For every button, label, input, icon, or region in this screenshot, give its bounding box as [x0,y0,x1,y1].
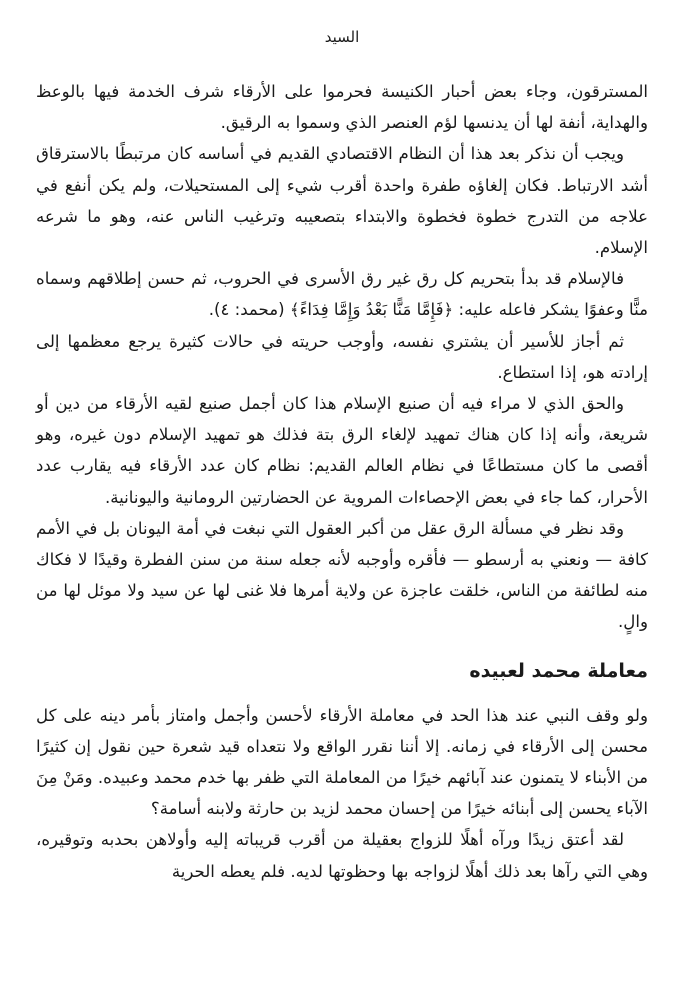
paragraph: وقد نظر في مسألة الرق عقل من أكبر العقول التي نبغت في أمة اليونان بل في الأمم كافة — ونعني به أرسطو — فأقره وأوجبه لأنه جعله سنة من سنن الفطرة وقيدًا لا فكاك منه لطائفة من الناس، خلقت عاجزة عن ولاية أمرها فلا غنى لها عن سيد ولا موئل لها من والٍ. [36,518,648,632]
paragraph: والحق الذي لا مراء فيه أن صنيع الإسلام هذا كان أجمل صنيع لقيه الأرقاء من دين أو شريعة، وأنه إذا كان هناك تمهيد لإلغاء الرق بتة فذلك هو تمهيد الإسلام دون غيره، وهو أقصى ما كان مستطاعًا في نظام العالم القديم: نظام كان عدد الأرقاء فيه يقارب عدد الأحرار، كما جاء في بعض الإحصاءات المروية عن الحضارتين الرومانية واليونانية. [36,394,648,507]
section-heading: معاملة محمد لعبيده [469,659,648,682]
body-text [36,76,648,887]
paragraph: ولو وقف النبي عند هذا الحد في معاملة الأرقاء لأحسن وأجمل وامتاز بأمر دينه على كل محسن إلى الأرقاء في زمانه. إلا أننا نقرر الواقع ولا نتعداه قيد شعرة حين نقول إن كثيرًا من الأبناء لا يتمنون عند آبائهم خيرًا من المعاملة التي ظفر بها خدم محمد وعبيده. ومَنْ مِنَ الآباء يحسن إلى أبنائه خيرًا من إحسان محمد لزيد بن حارثة ولابنه أسامة؟ [36,705,648,819]
paragraph: ويجب أن نذكر بعد هذا أن النظام الاقتصادي القديم في أساسه كان مرتبطًا بالاسترقاق أشد الارتباط. فكان إلغاؤه طفرة واحدة أقرب شيء إلى المستحيلات، ولم يكن أنفع في علاجه من التدرج خطوة فخطوة والابتداء بتصعيبه وترغيب الناس عنه، وهو ما شرعه الإسلام. [36,144,648,258]
paragraph: لقد أعتق زيدًا ورآه أهلًا للزواج بعقيلة من أقرب قريباته إليه وأولاهن بحدبه وتوقيره، وهي التي رآها بعد ذلك أهلًا لزواجه بها وحظوتها لديه. فلم يعطه الحرية [36,830,648,881]
paragraph: ثم أجاز للأسير أن يشتري نفسه، وأوجب حريته في حالات كثيرة يرجع معظمها إلى إرادته هو، إذا استطاع. [36,331,648,382]
paragraph: فالإسلام قد بدأ بتحريم كل رق غير رق الأسرى في الحروب، ثم حسن إطلاقهم وسماه منًّا وعفوًا يشكر فاعله عليه: ﴿فَإِمَّا مَنًّا بَعْدُ وَإِمَّا فِدَاءً﴾ (محمد: ٤). [36,269,648,320]
paragraph: المسترقون، وجاء بعض أحبار الكنيسة فحرموا على الأرقاء شرف الخدمة فيها بالوعظ والهداية، أنفة لها أن يدنسها لؤم العنصر الذي وسموا به الرقيق. [36,82,648,133]
running-header: السيد [324,28,360,46]
